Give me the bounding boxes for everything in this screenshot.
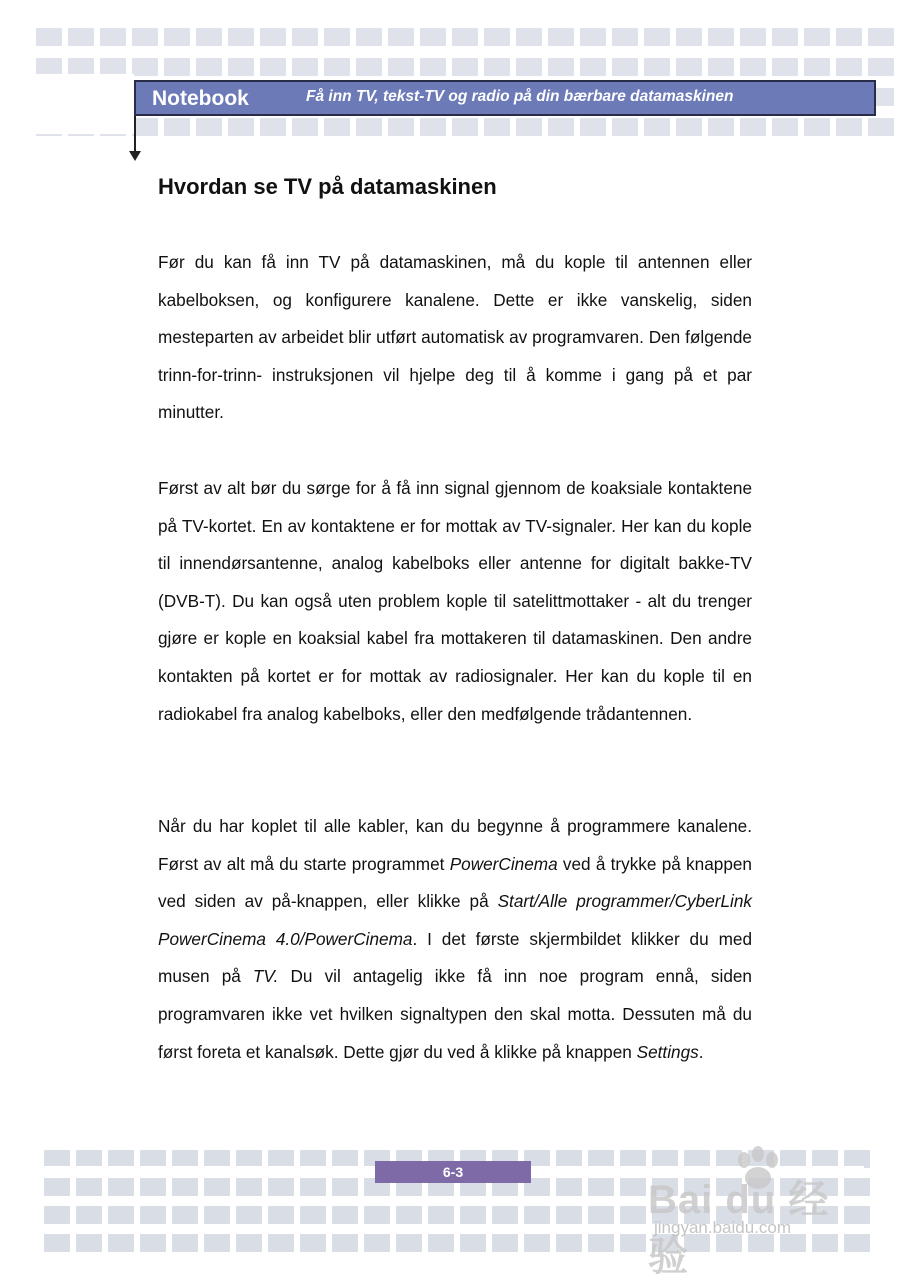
decorative-tile bbox=[452, 28, 478, 46]
decorative-tile bbox=[676, 58, 702, 76]
decorative-tile bbox=[612, 28, 638, 46]
decorative-tile bbox=[44, 1234, 70, 1252]
decorative-tile bbox=[484, 28, 510, 46]
decorative-tile bbox=[324, 58, 350, 76]
decorative-tile bbox=[460, 1206, 486, 1224]
p3-text-i: . bbox=[698, 1041, 704, 1062]
decorative-tile bbox=[516, 118, 542, 136]
p3-text-g: Du vil antagelig ikke få inn noe program ennå, siden programvaren ikke vet hvilken signaltypen den skal motta. Dessuten må du først foreta et kanalsøk. Dette gjør du ved å klikke på knappen bbox=[158, 966, 752, 1062]
p3-text-a: Når du har koplet til alle kabler, kan du begynne å programmere kanalene. Først av alt må du starte programmet bbox=[158, 816, 752, 874]
decorative-tile bbox=[196, 58, 222, 76]
decorative-tile bbox=[420, 28, 446, 46]
decorative-tile bbox=[76, 1206, 102, 1224]
decorative-tile bbox=[44, 1178, 70, 1196]
p3-text-e: . I det første skjermbildet klikker du med musen på bbox=[158, 928, 753, 987]
p3-menu-path: Start/Alle programmer/CyberLink PowerCinema 4.0/PowerCinema bbox=[158, 891, 752, 949]
decorative-tile bbox=[388, 118, 414, 136]
decorative-tile bbox=[452, 58, 478, 76]
decorative-tile bbox=[324, 28, 350, 46]
decorative-tile bbox=[676, 28, 702, 46]
p3-text-c: ved å trykke på knappen ved siden av på-knappen, eller klikke på bbox=[158, 853, 752, 912]
decorative-tile bbox=[140, 1234, 166, 1252]
decorative-tile bbox=[228, 58, 254, 76]
decorative-tile bbox=[164, 58, 190, 76]
paragraph-signal: Først av alt bør du sørge for å få inn signal gjennom de koaksiale kontaktene på TV-kortet. En av kontaktene er for mottak av TV-signaler. Her kan du kople til innendørsantenne, analog kabelboks eller antenne for digitalt bakke-TV (DVB-T). Du kan også uten problem kople til satelittmottaker - alt du trenger gjøre er kople en koaksial kabel fra mottakeren til datamaskinen. Den andre kontakten på kortet er for mottak av radiosignaler. Her kan du kople til en radiokabel fra analog kabelboks, eller den medfølgende trådantennen. bbox=[158, 478, 752, 724]
decorative-tile bbox=[620, 1234, 646, 1252]
decorative-tile bbox=[236, 1178, 262, 1196]
decorative-tile bbox=[332, 1206, 358, 1224]
decorative-tile bbox=[356, 58, 382, 76]
decorative-tile bbox=[804, 28, 830, 46]
decorative-tile bbox=[708, 58, 734, 76]
decorative-tile bbox=[172, 1234, 198, 1252]
decorative-tile bbox=[452, 118, 478, 136]
decorative-tile bbox=[388, 28, 414, 46]
decorative-tile bbox=[396, 1206, 422, 1224]
decorative-tile bbox=[292, 118, 318, 136]
decorative-tile bbox=[492, 1234, 518, 1252]
decorative-tile bbox=[644, 28, 670, 46]
decorative-tile bbox=[164, 118, 190, 136]
decorative-tile bbox=[332, 1178, 358, 1196]
decorative-tile bbox=[804, 58, 830, 76]
decorative-tile bbox=[620, 1206, 646, 1224]
decorative-tile bbox=[868, 28, 894, 46]
decorative-tile bbox=[556, 1234, 582, 1252]
chapter-title: Få inn TV, tekst-TV og radio på din bærbare datamaskinen bbox=[306, 88, 734, 105]
decorative-tile bbox=[204, 1206, 230, 1224]
decorative-tile bbox=[836, 118, 862, 136]
decorative-tile bbox=[396, 1234, 422, 1252]
decorative-tile bbox=[420, 58, 446, 76]
p3-settings: Settings bbox=[636, 1041, 699, 1062]
decorative-tile bbox=[300, 1206, 326, 1224]
decorative-tile bbox=[228, 118, 254, 136]
decorative-tile bbox=[108, 1178, 134, 1196]
decorative-tile bbox=[196, 118, 222, 136]
watermark-logo: Bai du 经验 bbox=[648, 1178, 830, 1279]
decorative-tile bbox=[428, 1206, 454, 1224]
decorative-tile bbox=[740, 58, 766, 76]
page-title: Hvordan se TV på datamaskinen bbox=[158, 174, 497, 199]
page-number: 6-3 bbox=[375, 1161, 531, 1183]
brand-label: Notebook bbox=[152, 87, 249, 110]
decorative-tile bbox=[420, 118, 446, 136]
decorative-tile bbox=[588, 1234, 614, 1252]
decorative-tile bbox=[484, 58, 510, 76]
decorative-tile bbox=[548, 118, 574, 136]
decorative-tile bbox=[204, 1178, 230, 1196]
decorative-tile bbox=[356, 28, 382, 46]
decorative-tile bbox=[428, 1234, 454, 1252]
decorative-tile bbox=[492, 1206, 518, 1224]
decorative-tile bbox=[868, 118, 894, 136]
decorative-tile bbox=[612, 58, 638, 76]
decorative-tile bbox=[868, 58, 894, 76]
decorative-tile bbox=[524, 1206, 550, 1224]
decorative-tile bbox=[588, 1206, 614, 1224]
decorative-tile bbox=[708, 118, 734, 136]
decorative-tile bbox=[580, 58, 606, 76]
header-white-patch bbox=[30, 74, 134, 134]
decorative-tile bbox=[268, 1178, 294, 1196]
decorative-tile bbox=[588, 1178, 614, 1196]
decorative-tile bbox=[332, 1234, 358, 1252]
decorative-tile bbox=[260, 58, 286, 76]
decorative-tile bbox=[772, 58, 798, 76]
decorative-tile bbox=[300, 1178, 326, 1196]
decorative-tile bbox=[556, 1206, 582, 1224]
decorative-tile bbox=[76, 1178, 102, 1196]
decorative-tile bbox=[388, 58, 414, 76]
decorative-tile bbox=[612, 118, 638, 136]
decorative-tile bbox=[580, 28, 606, 46]
decorative-tile bbox=[364, 1234, 390, 1252]
decorative-tile bbox=[140, 1178, 166, 1196]
decorative-tile bbox=[204, 1234, 230, 1252]
decorative-tile bbox=[460, 1234, 486, 1252]
decorative-tile bbox=[740, 118, 766, 136]
decorative-tile bbox=[292, 58, 318, 76]
decorative-tile bbox=[44, 1206, 70, 1224]
decorative-tile bbox=[772, 118, 798, 136]
decorative-tile bbox=[236, 1206, 262, 1224]
decorative-tile bbox=[772, 28, 798, 46]
decorative-tile bbox=[620, 1178, 646, 1196]
decorative-tile bbox=[516, 28, 542, 46]
decorative-tile bbox=[644, 118, 670, 136]
decorative-tile bbox=[236, 1234, 262, 1252]
decorative-tile bbox=[804, 118, 830, 136]
decorative-tile bbox=[580, 118, 606, 136]
p3-tv: TV. bbox=[252, 966, 279, 987]
decorative-tile bbox=[300, 1234, 326, 1252]
decorative-tile bbox=[644, 58, 670, 76]
decorative-tile bbox=[36, 28, 62, 46]
decorative-tile bbox=[356, 118, 382, 136]
decorative-tile bbox=[100, 28, 126, 46]
p3-powercinema: PowerCinema bbox=[449, 853, 558, 874]
arrow-down-icon bbox=[129, 151, 141, 161]
decorative-tile bbox=[164, 28, 190, 46]
decorative-tile bbox=[708, 28, 734, 46]
decorative-tile bbox=[68, 28, 94, 46]
decorative-tile bbox=[268, 1206, 294, 1224]
paragraph-programming bbox=[158, 808, 752, 1071]
baidu-watermark bbox=[648, 1168, 868, 1279]
decorative-tile bbox=[836, 58, 862, 76]
decorative-tile bbox=[548, 28, 574, 46]
decorative-tile bbox=[132, 28, 158, 46]
decorative-tile bbox=[260, 28, 286, 46]
decorative-tile bbox=[556, 1178, 582, 1196]
decorative-tile bbox=[740, 28, 766, 46]
decorative-tile bbox=[140, 1206, 166, 1224]
decorative-tile bbox=[260, 118, 286, 136]
decorative-tile bbox=[524, 1234, 550, 1252]
decorative-tile bbox=[516, 58, 542, 76]
watermark-url: jingyan.baidu.com bbox=[654, 1218, 792, 1237]
decorative-tile bbox=[292, 28, 318, 46]
decorative-tile bbox=[108, 1234, 134, 1252]
decorative-tile bbox=[132, 58, 158, 76]
decorative-tile bbox=[676, 118, 702, 136]
decorative-tile bbox=[172, 1178, 198, 1196]
decorative-tile bbox=[76, 1234, 102, 1252]
header-connector-line bbox=[134, 116, 136, 152]
decorative-tile bbox=[172, 1206, 198, 1224]
decorative-tile bbox=[196, 28, 222, 46]
decorative-tile bbox=[108, 1206, 134, 1224]
decorative-tile bbox=[484, 118, 510, 136]
decorative-tile bbox=[324, 118, 350, 136]
decorative-tile bbox=[364, 1206, 390, 1224]
decorative-tile bbox=[548, 58, 574, 76]
decorative-tile bbox=[268, 1234, 294, 1252]
decorative-tile bbox=[228, 28, 254, 46]
paragraph-intro: Før du kan få inn TV på datamaskinen, må du kople til antennen eller kabelboksen, og konfigurere kanalene. Dette er ikke vanskelig, siden mesteparten av arbeidet blir utført automatisk av programvaren. Den følgende trinn-for-trinn- instruksjonen vil hjelpe deg til å komme i gang på et par minutter. bbox=[158, 252, 752, 423]
decorative-tile bbox=[836, 28, 862, 46]
header-bar bbox=[134, 80, 876, 116]
